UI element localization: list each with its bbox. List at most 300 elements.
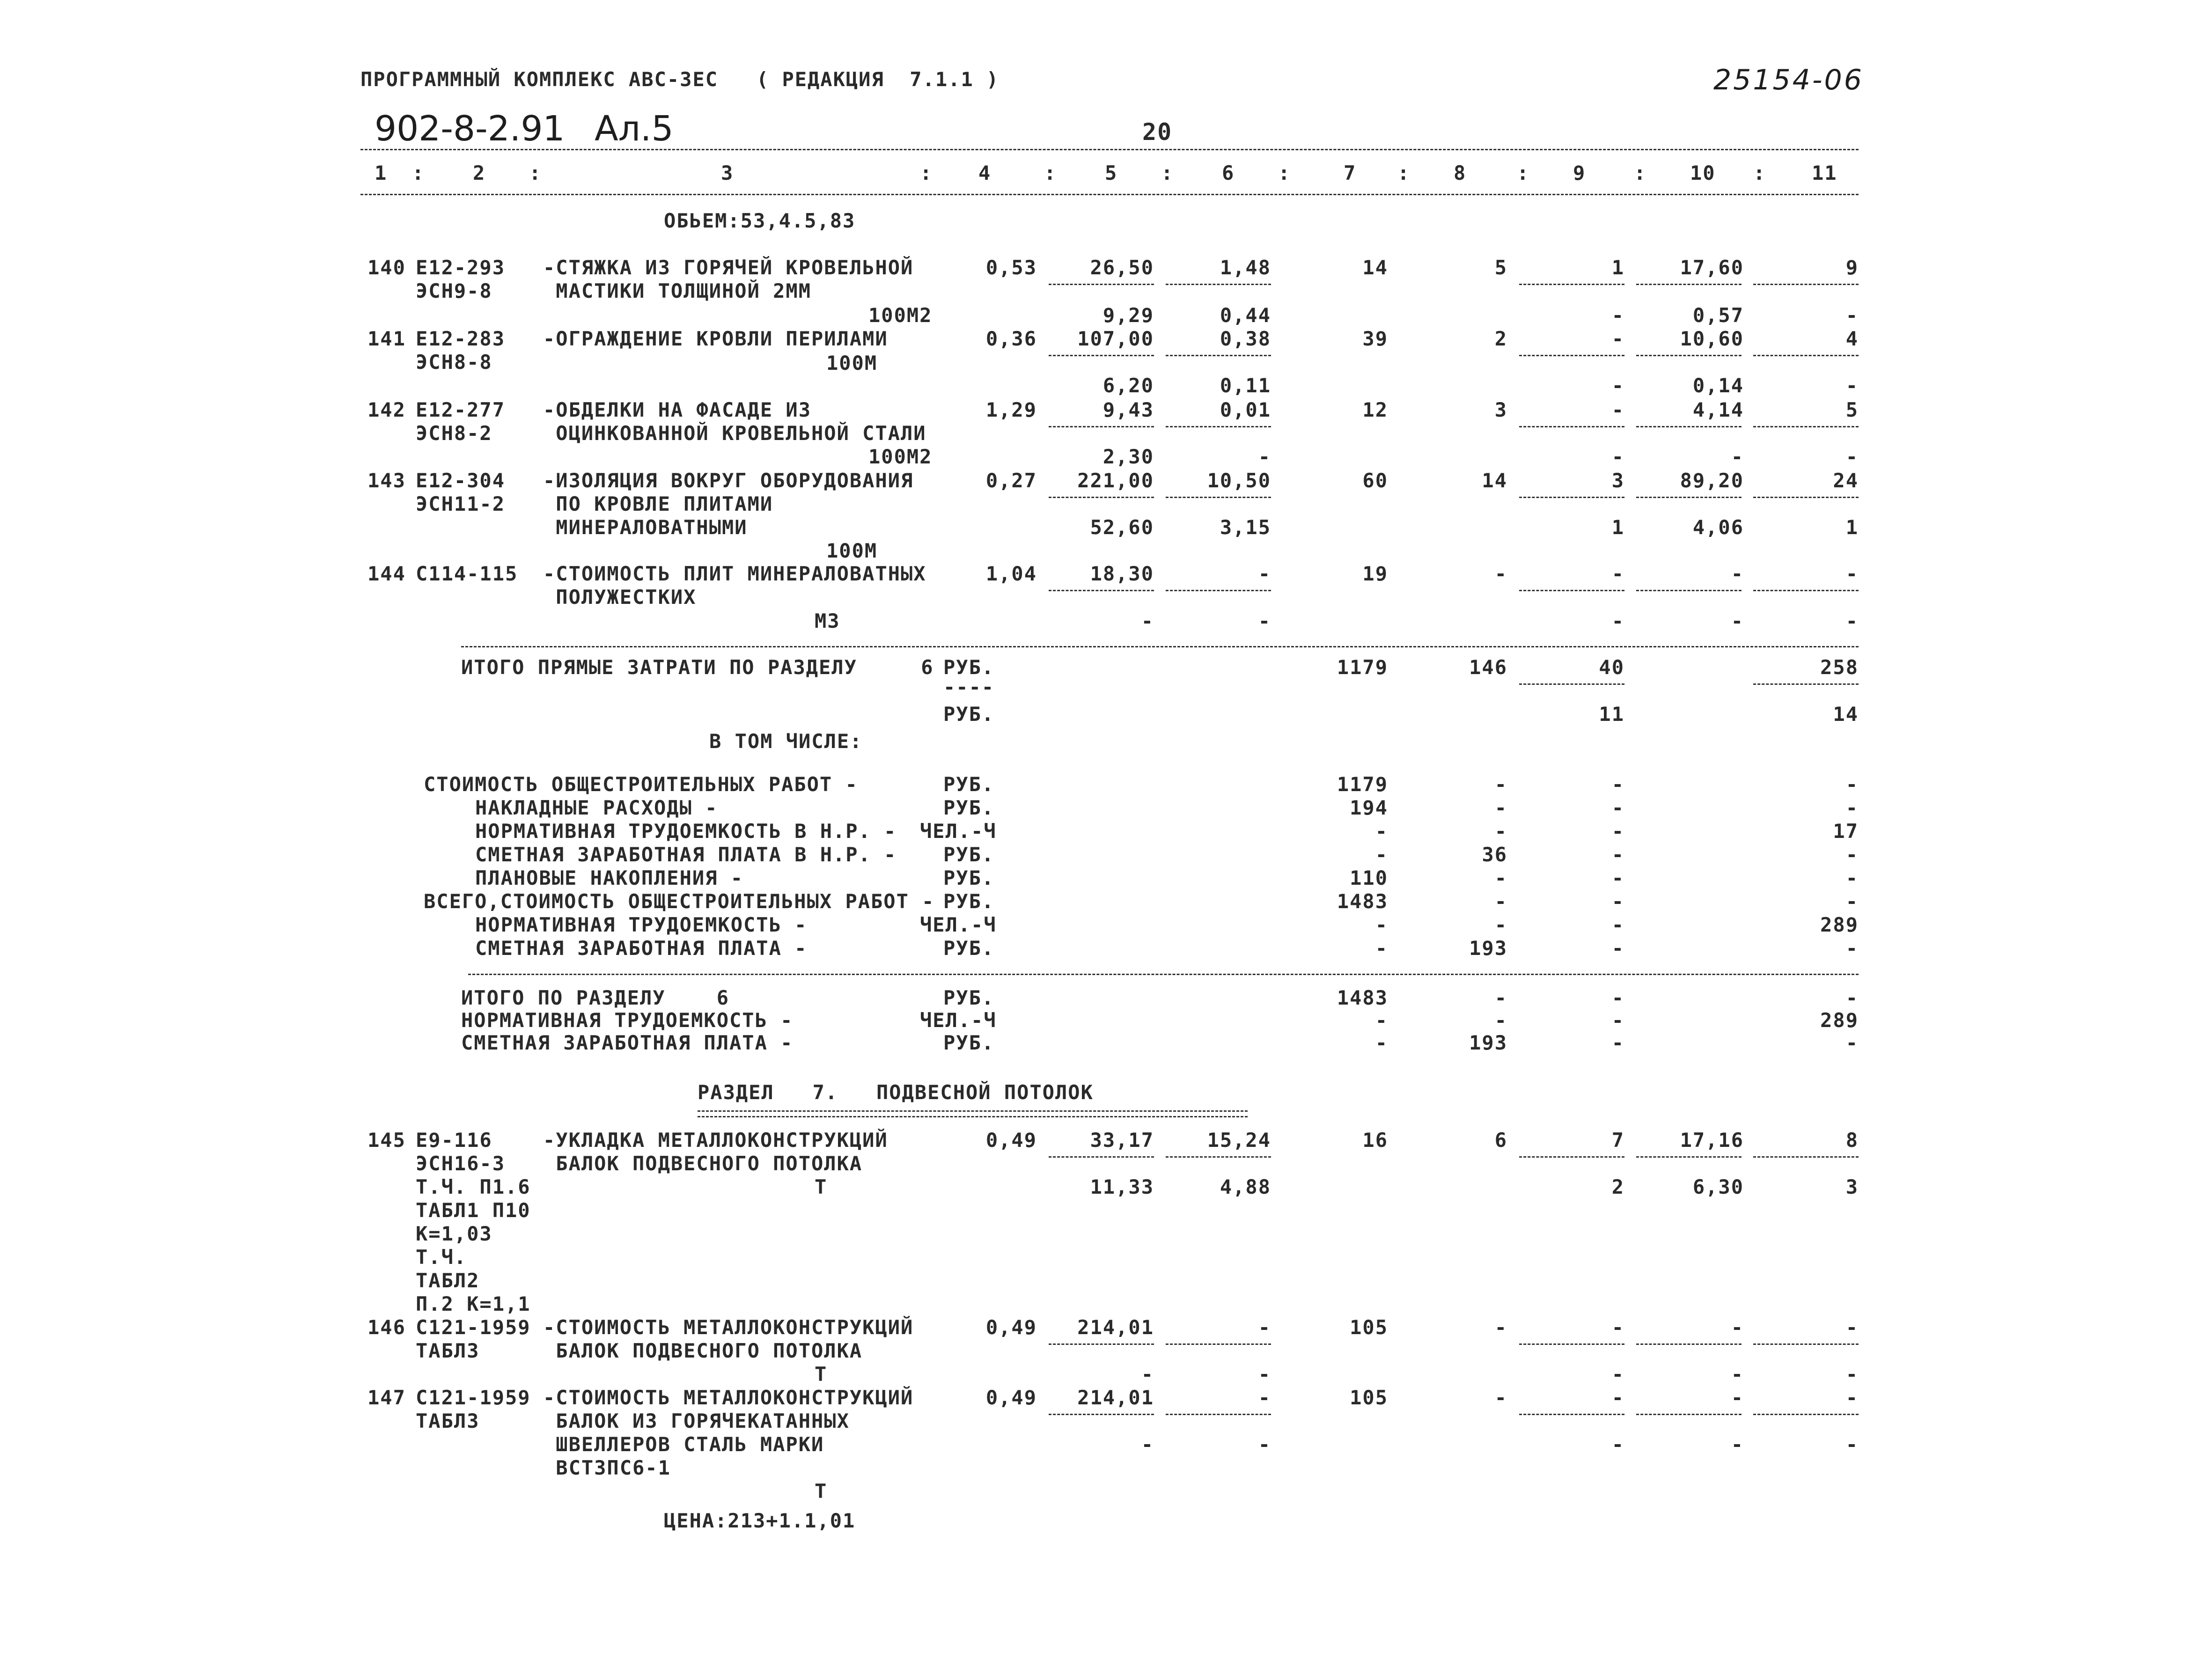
cell-sub-s10: 6,30 (1692, 1175, 1744, 1198)
sheet-number: Ал.5 (595, 109, 674, 149)
header-rule-bottom (360, 194, 1859, 195)
section-total-c11: - (1845, 1031, 1859, 1054)
summary-c9: - (1611, 913, 1624, 936)
summary-c7: - (1375, 820, 1388, 843)
column-separator: : (1278, 161, 1291, 184)
totals-rule (1753, 683, 1859, 685)
row-code: Е9-116 (416, 1129, 492, 1152)
cell-c5: 33,17 (1090, 1129, 1154, 1152)
volume-note: ОБЬЕМ:53,4.5,83 (664, 209, 856, 232)
cell-c10: - (1731, 562, 1744, 585)
row-rule (1049, 590, 1154, 591)
cell-c7: 16 (1362, 1129, 1388, 1152)
page-number: 20 (1142, 118, 1173, 146)
totals-label: ИТОГО ПРЯМЫЕ ЗАТРАТИ ПО РАЗДЕЛУ 6 (461, 656, 934, 679)
row-rule (1166, 497, 1271, 498)
cell-c11: 5 (1845, 398, 1859, 421)
cell-c5: 214,01 (1077, 1386, 1154, 1409)
row-rule (1519, 355, 1624, 356)
row-number: 141 (367, 327, 406, 350)
document-number: 25154-06 (1713, 64, 1864, 96)
row-code-line: ЭСН8-2 (416, 422, 492, 445)
cell-c10: 4,14 (1692, 398, 1744, 421)
summary-unit: ЧЕЛ.-Ч (920, 820, 997, 843)
price-note: ЦЕНА:213+1.1,01 (664, 1509, 856, 1532)
cell-c4: 0,49 (985, 1386, 1037, 1409)
column-separator: : (1044, 161, 1057, 184)
cell-c8: - (1494, 1386, 1507, 1409)
cell-c9: 3 (1611, 469, 1624, 492)
row-description: -СТЯЖКА ИЗ ГОРЯЧЕЙ КРОВЕЛЬНОЙ (543, 256, 914, 279)
cell-c7: 39 (1362, 327, 1388, 350)
cell-sub-s5: 11,33 (1090, 1175, 1154, 1198)
cell-c9: - (1611, 327, 1624, 350)
row-description: -УКЛАДКА МЕТАЛЛОКОНСТРУКЦИЙ (543, 1129, 888, 1152)
cell-c9: 1 (1611, 256, 1624, 279)
summary-c8: - (1494, 913, 1507, 936)
row-rule (1166, 284, 1271, 285)
column-separator: : (1634, 161, 1647, 184)
summary-c7: - (1375, 913, 1388, 936)
cell-c4: 0,36 (985, 327, 1037, 350)
cell-c7: 105 (1350, 1386, 1388, 1409)
cell-c11: 24 (1833, 469, 1859, 492)
column-header-label: 4 (978, 161, 992, 184)
row-code-line: ТАБЛ3 (416, 1339, 480, 1362)
row-code-line: ТАБЛ1 П10 (416, 1199, 531, 1222)
row-rule (1753, 1343, 1859, 1345)
summary-unit: ЧЕЛ.-Ч (920, 913, 997, 936)
row-code: С121-1959 (416, 1386, 531, 1409)
row-number: 144 (367, 562, 406, 585)
row-description: -ИЗОЛЯЦИЯ ВОКРУГ ОБОРУДОВАНИЯ (543, 469, 914, 492)
cell-sub-s6: - (1258, 445, 1271, 468)
cell-c4: 1,04 (985, 562, 1037, 585)
totals-c8: 146 (1469, 656, 1507, 679)
cell-c11: 4 (1845, 327, 1859, 350)
cell-sub-s9: - (1611, 609, 1624, 632)
cell-sub-s9: 1 (1611, 516, 1624, 539)
row-description: -СТОИМОСТЬ МЕТАЛЛОКОНСТРУКЦИЙ (543, 1386, 914, 1409)
row-rule (1166, 1414, 1271, 1415)
row-unit: 100М2 (868, 304, 933, 327)
row-description: ШВЕЛЛЕРОВ СТАЛЬ МАРКИ (543, 1433, 824, 1456)
section-total-unit: РУБ. (943, 986, 995, 1009)
cell-sub-s5: - (1141, 1363, 1154, 1386)
cell-sub-s10: - (1731, 1363, 1744, 1386)
column-header-label: 6 (1222, 161, 1235, 184)
cell-sub-s5: - (1141, 1433, 1154, 1456)
row-unit: 100М (826, 539, 878, 562)
including-label: В ТОМ ЧИСЛЕ: (709, 730, 863, 753)
cell-sub-s10: - (1731, 445, 1744, 468)
row-rule (1519, 497, 1624, 498)
summary-c9: - (1611, 890, 1624, 913)
row-number: 140 (367, 256, 406, 279)
column-separator: : (529, 161, 542, 184)
cell-sub-s10: - (1731, 609, 1744, 632)
summary-c8: - (1494, 796, 1507, 819)
row-rule (1519, 426, 1624, 427)
cell-c6: 10,50 (1207, 469, 1271, 492)
row-number: 143 (367, 469, 406, 492)
cell-c10: 17,60 (1680, 256, 1744, 279)
section-total-c8: - (1494, 986, 1507, 1009)
column-header-label: 2 (473, 161, 486, 184)
cell-sub-s11: - (1845, 374, 1859, 397)
totals-c7: 1179 (1337, 656, 1388, 679)
row-rule (1519, 1156, 1624, 1158)
row-code-line: К=1,03 (416, 1222, 492, 1245)
column-separator: : (1753, 161, 1766, 184)
cell-c7: 105 (1350, 1316, 1388, 1339)
cell-sub-s11: - (1845, 1433, 1859, 1456)
cell-c6: 0,38 (1220, 327, 1271, 350)
row-description: -ОГРАЖДЕНИЕ КРОВЛИ ПЕРИЛАМИ (543, 327, 888, 350)
cell-sub-s5: 52,60 (1090, 516, 1154, 539)
row-rule (1753, 355, 1859, 356)
summary-unit: РУБ. (943, 843, 995, 866)
totals-unit: РУБ. (943, 656, 995, 679)
section-total-c11: 289 (1820, 1009, 1859, 1032)
section-total-label: ИТОГО ПО РАЗДЕЛУ 6 (461, 986, 730, 1009)
summary-c7: 1179 (1337, 773, 1388, 796)
cell-sub-s10: 4,06 (1692, 516, 1744, 539)
column-header-label: 5 (1105, 161, 1118, 184)
row-description: БАЛОК ИЗ ГОРЯЧЕКАТАННЫХ (543, 1409, 850, 1432)
cell-c10: 10,60 (1680, 327, 1744, 350)
section-total-c7: - (1375, 1031, 1388, 1054)
cell-c4: 0,49 (985, 1316, 1037, 1339)
cell-c6: 0,01 (1220, 398, 1271, 421)
summary-unit: РУБ. (943, 937, 995, 960)
row-rule (1636, 1414, 1742, 1415)
row-rule (1049, 355, 1154, 356)
cell-sub-s6: - (1258, 609, 1271, 632)
cell-sub-s9: - (1611, 1433, 1624, 1456)
row-code: Е12-293 (416, 256, 506, 279)
summary-label: ВСЕГО,СТОИМОСТЬ ОБЩЕСТРОИТЕЛЬНЫХ РАБОТ - (424, 890, 935, 913)
row-description: МИНЕРАЛОВАТНЫМИ (543, 516, 748, 539)
cell-sub-s9: 2 (1611, 1175, 1624, 1198)
row-rule (1519, 590, 1624, 591)
cell-c9: - (1611, 1386, 1624, 1409)
cell-sub-s6: 0,11 (1220, 374, 1271, 397)
row-rule (1166, 426, 1271, 427)
summary-c9: - (1611, 796, 1624, 819)
summary-c9: - (1611, 937, 1624, 960)
cell-sub-s5: - (1141, 609, 1154, 632)
section-total-label: СМЕТНАЯ ЗАРАБОТНАЯ ПЛАТА - (461, 1031, 794, 1054)
section7-title: РАЗДЕЛ 7. ПОДВЕСНОЙ ПОТОЛОК (698, 1081, 1094, 1104)
project-code: 902-8-2.91 (375, 109, 565, 149)
row-unit: Т (815, 1363, 828, 1386)
cell-c9: - (1611, 1316, 1624, 1339)
row-rule (1519, 1343, 1624, 1345)
summary-unit: РУБ. (943, 890, 995, 913)
column-header-label: 7 (1344, 161, 1357, 184)
summary-c11: - (1845, 773, 1859, 796)
summary-c9: - (1611, 866, 1624, 889)
summary-c11: - (1845, 890, 1859, 913)
section-total-unit: ЧЕЛ.-Ч (920, 1009, 997, 1032)
row-rule (1166, 1156, 1271, 1158)
row-rule (1753, 1414, 1859, 1415)
summary-c7: - (1375, 843, 1388, 866)
cell-c11: - (1845, 562, 1859, 585)
cell-c10: - (1731, 1316, 1744, 1339)
row-rule (1636, 1343, 1742, 1345)
cell-c10: - (1731, 1386, 1744, 1409)
row-unit: Т (815, 1480, 828, 1503)
cell-sub-s11: - (1845, 609, 1859, 632)
cell-sub-s6: 3,15 (1220, 516, 1271, 539)
row-rule (1636, 497, 1742, 498)
summary-c8: - (1494, 890, 1507, 913)
summary-unit: РУБ. (943, 773, 995, 796)
cell-c4: 0,53 (985, 256, 1037, 279)
cell-c11: - (1845, 1316, 1859, 1339)
row-description: ПОЛУЖЕСТКИХ (543, 586, 697, 609)
row-code-line: ЭСН9-8 (416, 279, 492, 302)
cell-c11: 8 (1845, 1129, 1859, 1152)
summary-c11: - (1845, 866, 1859, 889)
cell-sub-s6: - (1258, 1363, 1271, 1386)
row-description: ПО КРОВЛЕ ПЛИТАМИ (543, 492, 773, 515)
summary-c9: - (1611, 843, 1624, 866)
section-total-label: НОРМАТИВНАЯ ТРУДОЕМКОСТЬ - (461, 1009, 794, 1032)
cell-sub-s6: 4,88 (1220, 1175, 1271, 1198)
row-rule (1636, 284, 1742, 285)
row-description: -ОБДЕЛКИ НА ФАСАДЕ ИЗ (543, 398, 812, 421)
section-total-unit: РУБ. (943, 1031, 995, 1054)
row-rule (1636, 1156, 1742, 1158)
row-code: Е12-304 (416, 469, 506, 492)
cell-c5: 214,01 (1077, 1316, 1154, 1339)
section-total-c9: - (1611, 1031, 1624, 1054)
summary-c8: - (1494, 820, 1507, 843)
cell-c7: 19 (1362, 562, 1388, 585)
row-rule (1166, 590, 1271, 591)
cell-c8: - (1494, 1316, 1507, 1339)
cell-c8: 3 (1494, 398, 1507, 421)
row-rule (1753, 426, 1859, 427)
row-rule (1753, 1156, 1859, 1158)
row-code-line: ЭСН8-8 (416, 351, 492, 374)
section-total-c7: - (1375, 1009, 1388, 1032)
summary-rule (468, 974, 1859, 975)
cell-sub-s11: 3 (1845, 1175, 1859, 1198)
totals-dashes: ---- (943, 675, 995, 698)
cell-c5: 18,30 (1090, 562, 1154, 585)
cell-c10: 89,20 (1680, 469, 1744, 492)
row-unit: 100М (826, 352, 878, 374)
cell-sub-s5: 9,29 (1102, 304, 1154, 327)
row-rule (1166, 1343, 1271, 1345)
cell-c4: 1,29 (985, 398, 1037, 421)
row-code: Е12-277 (416, 398, 506, 421)
row-rule (1753, 284, 1859, 285)
row-description: -СТОИМОСТЬ ПЛИТ МИНЕРАЛОВАТНЫХ (543, 562, 926, 585)
summary-c9: - (1611, 820, 1624, 843)
cell-sub-s5: 6,20 (1102, 374, 1154, 397)
cell-c9: 7 (1611, 1129, 1624, 1152)
summary-unit: РУБ. (943, 796, 995, 819)
cell-c8: 6 (1494, 1129, 1507, 1152)
cell-c6: - (1258, 562, 1271, 585)
summary-c7: 110 (1350, 866, 1388, 889)
row-description: ОЦИНКОВАННОЙ КРОВЕЛЬНОЙ СТАЛИ (543, 422, 926, 445)
summary-label: НАКЛАДНЫЕ РАСХОДЫ - (475, 796, 718, 819)
cell-c6: 1,48 (1220, 256, 1271, 279)
row-unit: М3 (815, 609, 840, 632)
row-code-line: П.2 К=1,1 (416, 1292, 531, 1315)
row-rule (1166, 355, 1271, 356)
row-unit: 100М2 (868, 445, 933, 468)
cell-c7: 12 (1362, 398, 1388, 421)
row-rule (1049, 1343, 1154, 1345)
row-description: МАСТИКИ ТОЛЩИНОЙ 2ММ (543, 279, 812, 302)
summary-c7: - (1375, 937, 1388, 960)
totals-unit2: РУБ. (943, 703, 995, 726)
summary-c8: - (1494, 866, 1507, 889)
column-header-label: 9 (1573, 161, 1586, 184)
cell-c11: 9 (1845, 256, 1859, 279)
row-rule (1049, 426, 1154, 427)
cell-c4: 0,27 (985, 469, 1037, 492)
column-header-label: 1 (375, 161, 388, 184)
cell-c6: - (1258, 1386, 1271, 1409)
row-code: Е12-283 (416, 327, 506, 350)
cell-c7: 60 (1362, 469, 1388, 492)
row-rule (1753, 590, 1859, 591)
cell-sub-s10: 0,57 (1692, 304, 1744, 327)
summary-c11: 289 (1820, 913, 1859, 936)
section-total-c8: - (1494, 1009, 1507, 1032)
summary-c8: 193 (1469, 937, 1507, 960)
cell-c9: - (1611, 562, 1624, 585)
totals-rule (461, 646, 1859, 647)
row-number: 145 (367, 1129, 406, 1152)
cell-sub-s6: 0,44 (1220, 304, 1271, 327)
section-total-c9: - (1611, 986, 1624, 1009)
column-separator: : (1161, 161, 1174, 184)
cell-c11: - (1845, 1386, 1859, 1409)
totals-c9b: 11 (1599, 703, 1624, 726)
cell-sub-s11: - (1845, 1363, 1859, 1386)
cell-c8: 5 (1494, 256, 1507, 279)
row-code: С114-115 (416, 562, 518, 585)
column-separator: : (412, 161, 425, 184)
summary-label: СМЕТНАЯ ЗАРАБОТНАЯ ПЛАТА В Н.Р. - (475, 843, 897, 866)
row-description: -СТОИМОСТЬ МЕТАЛЛОКОНСТРУКЦИЙ (543, 1316, 914, 1339)
column-header-label: 3 (721, 161, 734, 184)
cell-c4: 0,49 (985, 1129, 1037, 1152)
cell-sub-s9: - (1611, 304, 1624, 327)
row-rule (1519, 1414, 1624, 1415)
summary-label: СТОИМОСТЬ ОБЩЕСТРОИТЕЛЬНЫХ РАБОТ - (424, 773, 858, 796)
column-header-label: 10 (1690, 161, 1716, 184)
section-total-c7: 1483 (1337, 986, 1388, 1009)
summary-label: СМЕТНАЯ ЗАРАБОТНАЯ ПЛАТА - (475, 937, 808, 960)
row-rule (1753, 497, 1859, 498)
row-description: БАЛОК ПОДВЕСНОГО ПОТОЛКА (543, 1152, 863, 1175)
row-number: 142 (367, 398, 406, 421)
cell-c5: 9,43 (1102, 398, 1154, 421)
summary-c11: - (1845, 937, 1859, 960)
cell-c8: - (1494, 562, 1507, 585)
column-separator: : (1517, 161, 1530, 184)
summary-c7: 1483 (1337, 890, 1388, 913)
cell-sub-s9: - (1611, 445, 1624, 468)
row-rule (1519, 284, 1624, 285)
summary-c8: 36 (1482, 843, 1507, 866)
row-description: БАЛОК ПОДВЕСНОГО ПОТОЛКА (543, 1339, 863, 1362)
cell-sub-s9: - (1611, 1363, 1624, 1386)
summary-unit: РУБ. (943, 866, 995, 889)
cell-sub-s5: 2,30 (1102, 445, 1154, 468)
row-rule (1636, 355, 1742, 356)
row-code-line: ЭСН16-3 (416, 1152, 506, 1175)
row-code-line: Т.Ч. П1.6 (416, 1175, 531, 1198)
row-rule (1049, 497, 1154, 498)
row-description: ВСТ3ПС6-1 (543, 1456, 671, 1479)
summary-c8: - (1494, 773, 1507, 796)
row-number: 147 (367, 1386, 406, 1409)
totals-c9: 40 (1599, 656, 1624, 679)
summary-c11: - (1845, 843, 1859, 866)
row-rule (1636, 426, 1742, 427)
row-rule (1049, 1414, 1154, 1415)
column-header-label: 8 (1454, 161, 1467, 184)
totals-rule (1519, 683, 1624, 685)
summary-c11: 17 (1833, 820, 1859, 843)
summary-c9: - (1611, 773, 1624, 796)
column-header-label: 11 (1812, 161, 1837, 184)
row-rule (1049, 1156, 1154, 1158)
summary-label: НОРМАТИВНАЯ ТРУДОЕМКОСТЬ В Н.Р. - (475, 820, 897, 843)
row-number: 146 (367, 1316, 406, 1339)
summary-c7: 194 (1350, 796, 1388, 819)
cell-sub-s11: - (1845, 445, 1859, 468)
cell-sub-s9: - (1611, 374, 1624, 397)
totals-c11: 258 (1820, 656, 1859, 679)
cell-sub-s10: - (1731, 1433, 1744, 1456)
cell-c10: 17,16 (1680, 1129, 1744, 1152)
cell-sub-s10: 0,14 (1692, 374, 1744, 397)
row-code-line: ТАБЛ2 (416, 1269, 480, 1292)
totals-c11b: 14 (1833, 703, 1859, 726)
cell-c5: 107,00 (1077, 327, 1154, 350)
header-rule-top (360, 149, 1859, 150)
summary-c11: - (1845, 796, 1859, 819)
row-unit: Т (815, 1175, 828, 1198)
cell-c5: 26,50 (1090, 256, 1154, 279)
row-code-line: ТАБЛ3 (416, 1409, 480, 1432)
section-total-c8: 193 (1469, 1031, 1507, 1054)
cell-sub-s6: - (1258, 1433, 1271, 1456)
column-separator: : (1397, 161, 1411, 184)
cell-c7: 14 (1362, 256, 1388, 279)
row-code: С121-1959 (416, 1316, 531, 1339)
row-code-line: Т.Ч. (416, 1246, 467, 1269)
program-title: ПРОГРАММНЫЙ КОМПЛЕКС АВС-3ЕС ( РЕДАКЦИЯ 7.1.1 ) (360, 68, 999, 91)
cell-c6: - (1258, 1316, 1271, 1339)
row-code-line: ЭСН11-2 (416, 492, 506, 515)
cell-c9: - (1611, 398, 1624, 421)
row-rule (1049, 284, 1154, 285)
cell-sub-s11: - (1845, 304, 1859, 327)
